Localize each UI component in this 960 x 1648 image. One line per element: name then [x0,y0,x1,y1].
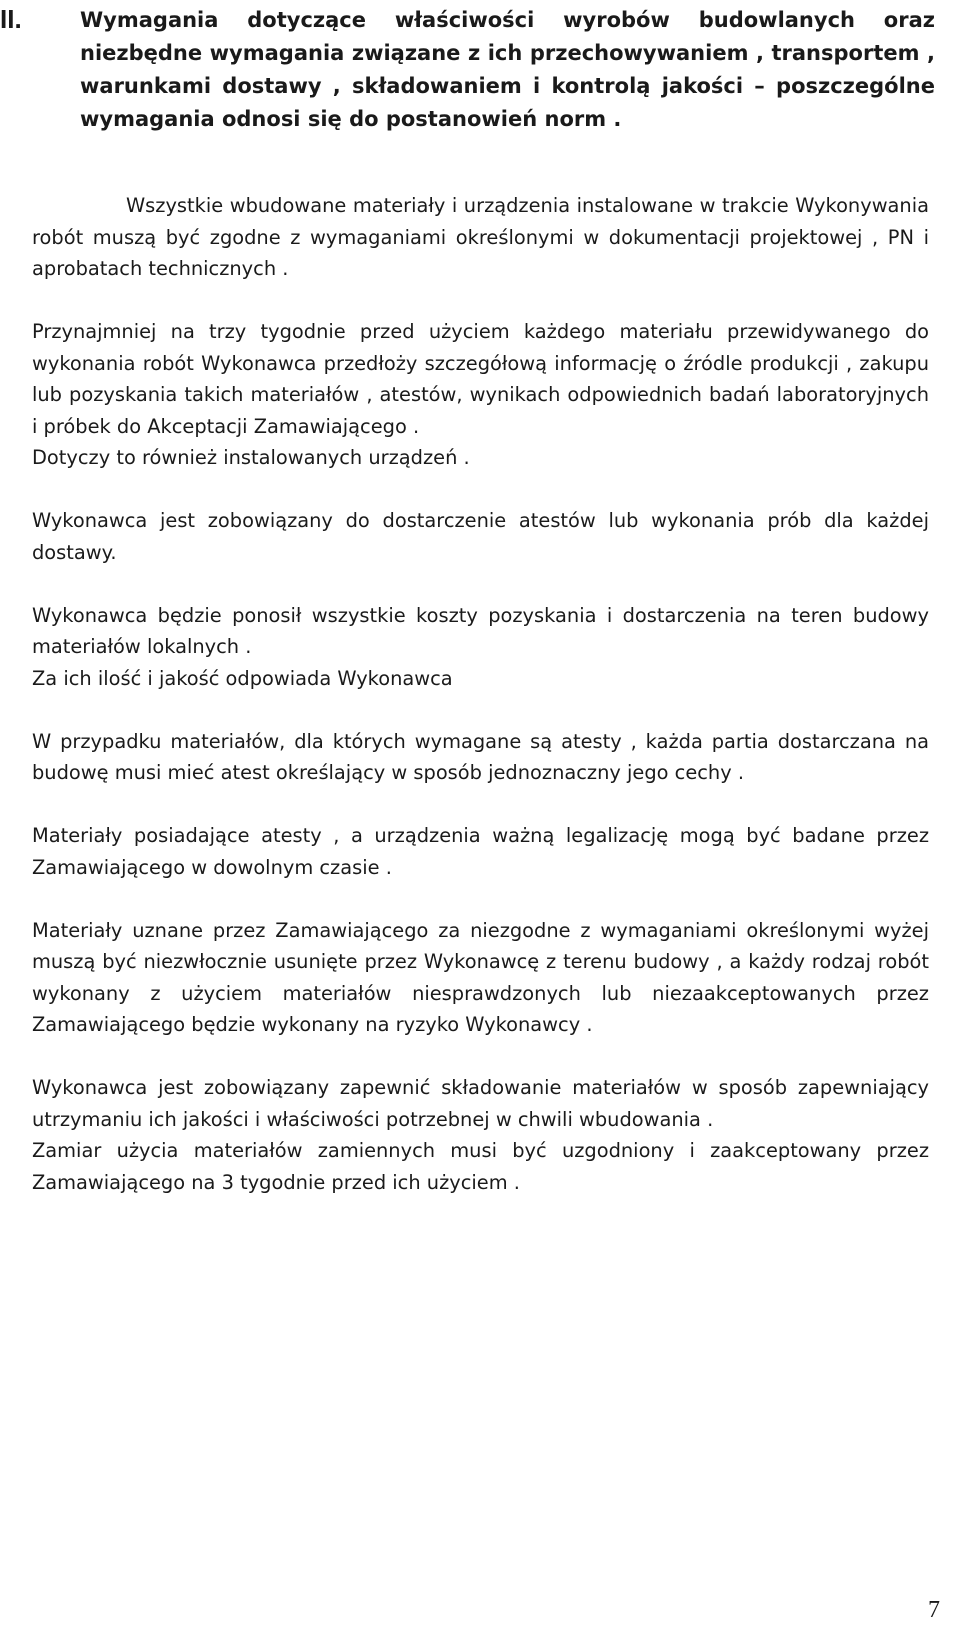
section-title: Wymagania dotyczące właściwości wyrobów budowlanych oraz niezbędne wymagania związane z ich przechowywaniem , transportem , warunkami dostawy , składowaniem i kontrolą jakości – poszczególne wymagania odnosi się do postanowień norm . [80,8,935,131]
paragraph-storage: Wykonawca jest zobowiązany zapewnić składowanie materiałów w sposób zapewniający utrzymaniu ich jakości i właściwości potrzebnej w chwili wbudowania . [32,1076,929,1131]
page-number: 7 [928,1597,940,1623]
paragraph-substitute-materials: Zamiar użycia materiałów zamiennych musi być uzgodniony i zaakceptowany przez Zamawiającego na 3 tygodnie przed ich użyciem . [32,1139,929,1194]
paragraph-quantity-quality: Za ich ilość i jakość odpowiada Wykonawca [32,666,453,690]
paragraph-nonconforming: Materiały uznane przez Zamawiającego za niezgodne z wymaganiami określonymi wyżej muszą być niezwłocznie usunięte przez Wykonawcę z terenu budowy , a każdy rodzaj robót wykonany z użyciem materiałów niesprawdzonych lub niezaakceptowanych przez Zamawiającego będzie wykonany na ryzyko Wykonawcy . [32,918,929,1036]
paragraph-certificates: Wykonawca jest zobowiązany do dostarczenie atestów lub wykonania prób dla każdej dostawy. [32,509,929,564]
paragraph-testing: Materiały posiadające atesty , a urządzenia ważną legalizację mogą być badane przez Zamawiającego w dowolnym czasie . [32,824,929,879]
paragraph-batch-certificates: W przypadku materiałów, dla których wymagane są atesty , każda partia dostarczana na budowę musi mieć atest określający w sposób jednoznaczny jego cechy . [32,729,929,784]
paragraph-costs: Wykonawca będzie ponosił wszystkie koszty pozyskania i dostarczenia na teren budowy materiałów lokalnych . [32,603,929,658]
paragraph-material-information: Przynajmniej na trzy tygodnie przed użyciem każdego materiału przewidywanego do wykonania robót Wykonawca przedłoży szczegółową informację o źródle produkcji , zakupu lub pozyskania takich materiałów , atestów, wynikach odpowiednich badań laboratoryjnych i próbek do Akceptacji Zamawiającego . [32,320,929,438]
document-body [32,190,929,1198]
paragraph-devices: Dotyczy to również instalowanych urządzeń . [32,446,470,469]
paragraph-materials-compliance: Wszystkie wbudowane materiały i urządzenia instalowane w trakcie Wykonywania robót muszą być zgodne z wymaganiami określonymi w dokumentacji projektowej , PN i aprobatach technicznych . [32,194,929,280]
section-number: II. [0,4,22,34]
